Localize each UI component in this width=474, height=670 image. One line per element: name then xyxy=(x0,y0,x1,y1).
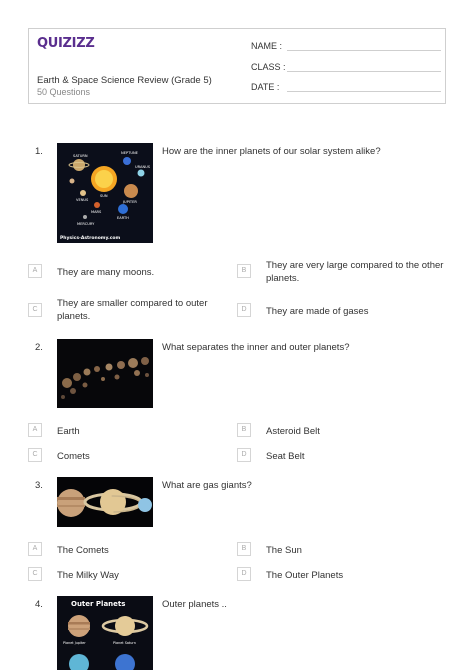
planet-label-mars: MARS xyxy=(91,210,102,214)
option-letter[interactable]: D xyxy=(237,303,251,317)
question-text: What are gas giants? xyxy=(162,480,252,491)
option-letter[interactable]: D xyxy=(237,448,251,462)
option-letter[interactable]: C xyxy=(28,448,42,462)
planet-label-uranus: URANUS xyxy=(135,165,151,169)
planet-label-saturn: Planet Saturn xyxy=(113,641,136,645)
option-text[interactable]: The Outer Planets xyxy=(266,570,344,581)
planet-label-neptune: NEPTUNE xyxy=(121,151,138,155)
date-field[interactable] xyxy=(251,82,279,92)
option-letter[interactable]: B xyxy=(237,264,251,278)
planet-label-venus: VENUS xyxy=(76,198,89,202)
date-line[interactable] xyxy=(287,91,441,92)
question-number: 4. xyxy=(35,599,43,610)
class-label: CLASS : xyxy=(251,62,286,72)
gas-giants-image xyxy=(57,477,153,527)
image-title: Outer Planets xyxy=(71,600,126,608)
planet-label-mercury: MERCURY xyxy=(77,222,95,226)
image-caption: Physics-Astronomy.com xyxy=(60,236,121,241)
question-number: 1. xyxy=(35,146,43,157)
option-text[interactable]: The Comets xyxy=(57,545,109,556)
option-letter[interactable]: A xyxy=(28,423,42,437)
quizizz-logo xyxy=(37,36,94,51)
option-text[interactable]: They are made of gases xyxy=(266,306,369,317)
planet-label-earth: EARTH xyxy=(117,216,129,220)
option-letter[interactable]: C xyxy=(28,303,42,317)
option-text[interactable]: Comets xyxy=(57,451,90,462)
planet-label-sun: SUN xyxy=(100,194,108,198)
solar-system-image xyxy=(57,143,153,243)
worksheet-header xyxy=(28,28,446,104)
question-text: Outer planets .. xyxy=(162,599,227,610)
date-label: DATE : xyxy=(251,82,280,92)
option-text[interactable]: Seat Belt xyxy=(266,451,305,462)
asteroid-belt-image xyxy=(57,339,153,408)
option-letter[interactable]: A xyxy=(28,264,42,278)
class-line[interactable] xyxy=(287,71,441,72)
planet-label-saturn: SATURN xyxy=(73,154,88,158)
question-number: 2. xyxy=(35,342,43,353)
worksheet-title: Earth & Space Science Review (Grade 5) xyxy=(37,75,212,86)
option-text[interactable]: They are very large compared to the other planets. xyxy=(266,260,444,284)
question-count: 50 Questions xyxy=(37,87,91,97)
name-label: NAME : xyxy=(251,41,283,51)
option-text[interactable]: Asteroid Belt xyxy=(266,426,320,437)
name-field[interactable] xyxy=(251,41,282,51)
question-number: 3. xyxy=(35,480,43,491)
option-letter[interactable]: B xyxy=(237,542,251,556)
planet-label-jupiter: Planet Jupiter xyxy=(63,641,86,645)
option-text[interactable]: The Milky Way xyxy=(57,570,119,581)
question-text: How are the inner planets of our solar system alike? xyxy=(162,146,381,157)
class-field[interactable] xyxy=(251,62,286,72)
question-text: What separates the inner and outer planets? xyxy=(162,342,350,353)
option-letter[interactable]: D xyxy=(237,567,251,581)
option-text[interactable]: The Sun xyxy=(266,545,302,556)
logo-text: QUIZIZZ xyxy=(37,36,95,51)
planet-label-jupiter: JUPITER xyxy=(123,200,137,204)
option-letter[interactable]: C xyxy=(28,567,42,581)
option-text[interactable]: They are many moons. xyxy=(57,267,155,278)
option-text[interactable]: They are smaller compared to outer planets. xyxy=(57,298,208,322)
outer-planets-image xyxy=(57,596,153,670)
name-line[interactable] xyxy=(287,50,441,51)
option-text[interactable]: Earth xyxy=(57,426,80,437)
option-letter[interactable]: A xyxy=(28,542,42,556)
option-letter[interactable]: B xyxy=(237,423,251,437)
